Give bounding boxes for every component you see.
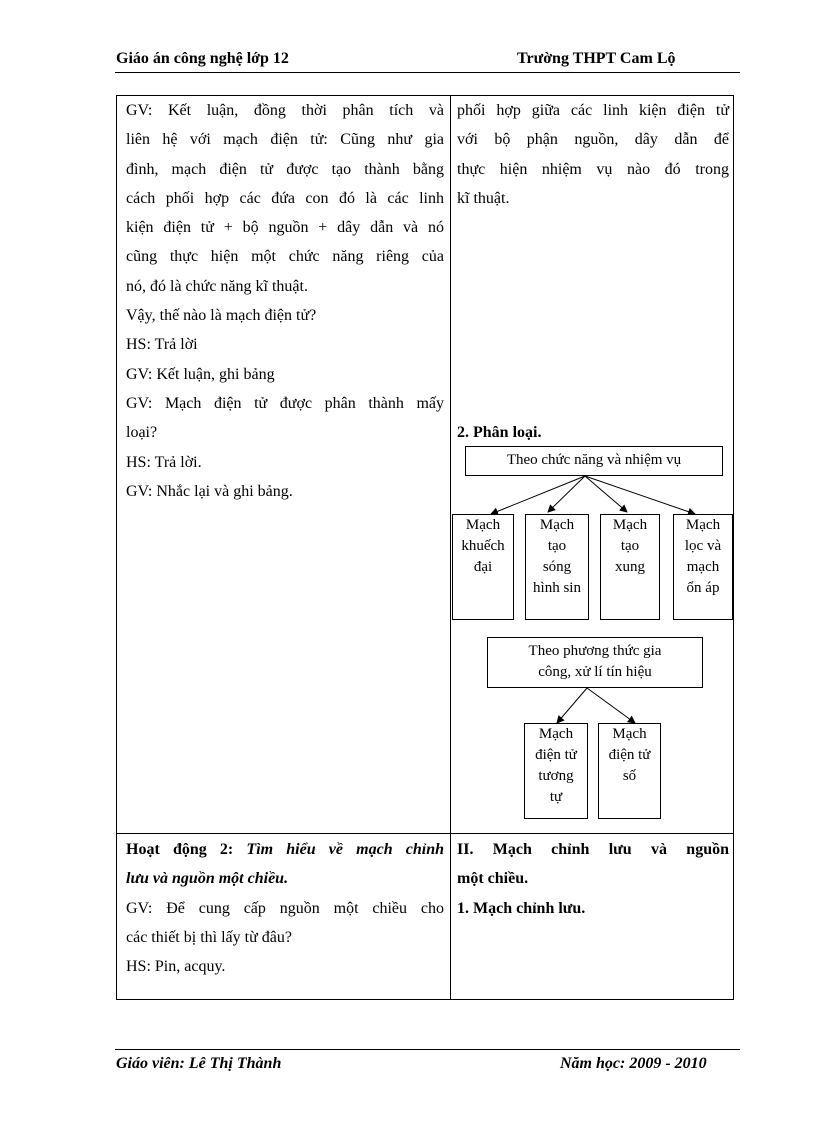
diagram-box-label: công, xử lí tín hiệu (538, 664, 652, 680)
box-text: mạch (686, 559, 720, 575)
text-line: nó, đó là chức năng kĩ thuật. (126, 277, 308, 295)
header-divider (115, 72, 740, 73)
text-line: GV: Nhắc lại và ghi bảng. (126, 482, 293, 500)
diagram-box-pulse (600, 514, 660, 620)
box-text: xung (615, 559, 645, 575)
diagram-box-amplifier (452, 514, 514, 620)
subsection-heading: 1. Mạch chỉnh lưu. (457, 899, 586, 917)
box-text: sóng (542, 559, 572, 575)
box-text: tự (549, 789, 563, 805)
arrow-to-amplifier (491, 476, 585, 514)
text-line: loại? (126, 424, 158, 442)
text-line: cũng thực hiện một chức năng riêng của (126, 248, 444, 266)
activity-sep: : (227, 841, 247, 858)
lesson-table (116, 95, 734, 1000)
text-line: kiện điện tử + bộ nguồn + dây dẫn và nó (126, 219, 444, 237)
box-text: Mạch (612, 726, 647, 742)
activity-title: Tìm hiểu về mạch chỉnh (246, 841, 444, 858)
header-left: Giáo án công nghệ lớp 12 (116, 50, 289, 67)
diagram-box-digital (598, 723, 661, 819)
text-line: GV: Kết luận, đồng thời phân tích và (126, 102, 444, 119)
section-heading-cont: một chiều. (457, 870, 529, 888)
box-text: số (622, 768, 637, 784)
box-text: khuếch (461, 538, 505, 554)
text-line: thực hiện nhiệm vụ nào đó trong (457, 160, 729, 178)
box-text: Mạch (685, 517, 721, 533)
box-text: Mạch (539, 517, 575, 533)
text-line: GV: Kết luận, ghi bảng (126, 365, 275, 383)
activity-label: Hoạt động 2 (126, 841, 228, 858)
box-text: ổn áp (686, 580, 720, 596)
text-line: GV: Mạch điện tử được phân thành mấy (126, 394, 444, 412)
text-line: liên hệ với mạch điện tử: Cũng như gia (126, 131, 444, 149)
box-text: tạo (547, 538, 567, 554)
text-line: cách phối hợp các đứa con đó là các linh (126, 189, 444, 207)
text-line: với bộ phận nguồn, dây dẫn để (457, 131, 729, 149)
text-line: kĩ thuật. (457, 189, 510, 207)
footer-right: Năm học: 2009 - 2010 (560, 1055, 707, 1072)
diagram-box-by-function (465, 446, 723, 476)
section-heading-rectifier: II. Mạch chỉnh lưu và nguồn (457, 841, 729, 858)
box-text: tương (538, 768, 574, 784)
diagram-box-label: Theo phương thức gia (528, 643, 662, 659)
footer-divider (115, 1049, 740, 1050)
diagram-box-label: Theo chức năng và nhiệm vụ (506, 452, 682, 468)
diagram-box-by-processing (487, 637, 703, 688)
diagram-box-sine-wave (525, 514, 589, 620)
text-line: HS: Trả lời (126, 336, 198, 354)
text-line: các thiết bị thì lấy từ đâu? (126, 928, 292, 946)
box-text: điện tử (535, 747, 577, 763)
text-line: HS: Pin, acquy. (126, 958, 226, 976)
arrow-to-sine-wave (548, 476, 585, 512)
box-text: Mạch (612, 517, 648, 533)
text-line: phối hợp giữa các linh kiện điện tử (457, 102, 729, 119)
text-line: đình, mạch điện tử được tạo thành bằng (126, 160, 444, 178)
box-text: Mạch (538, 726, 574, 742)
activity-heading (126, 835, 444, 864)
arrow-to-analog (557, 688, 587, 723)
box-text: tạo (620, 538, 640, 554)
header-right: Trường THPT Cam Lộ (517, 50, 676, 67)
box-text: hình sin (533, 580, 581, 596)
arrow-to-filter (585, 476, 695, 514)
left-bottom-cell (126, 835, 444, 981)
activity-title-cont: lưu và nguồn một chiều. (126, 870, 289, 888)
arrow-to-digital (587, 688, 635, 723)
text-line: Vậy, thế nào là mạch điện tử? (126, 307, 317, 325)
diagram-box-analog (524, 723, 588, 819)
box-text: điện tử (608, 747, 651, 763)
arrow-to-pulse (585, 476, 627, 512)
box-text: đại (473, 559, 493, 575)
text-line: GV: Để cung cấp nguồn một chiều cho (126, 899, 444, 917)
box-text: Mạch (465, 517, 501, 533)
box-text: lọc và (684, 538, 722, 554)
footer-left: Giáo viên: Lê Thị Thành (116, 1055, 282, 1072)
right-bottom-cell (457, 835, 729, 923)
text-line: HS: Trả lời. (126, 453, 202, 471)
section-heading-classification: 2. Phân loại. (457, 424, 542, 441)
diagram-box-filter-regulator (673, 514, 733, 620)
